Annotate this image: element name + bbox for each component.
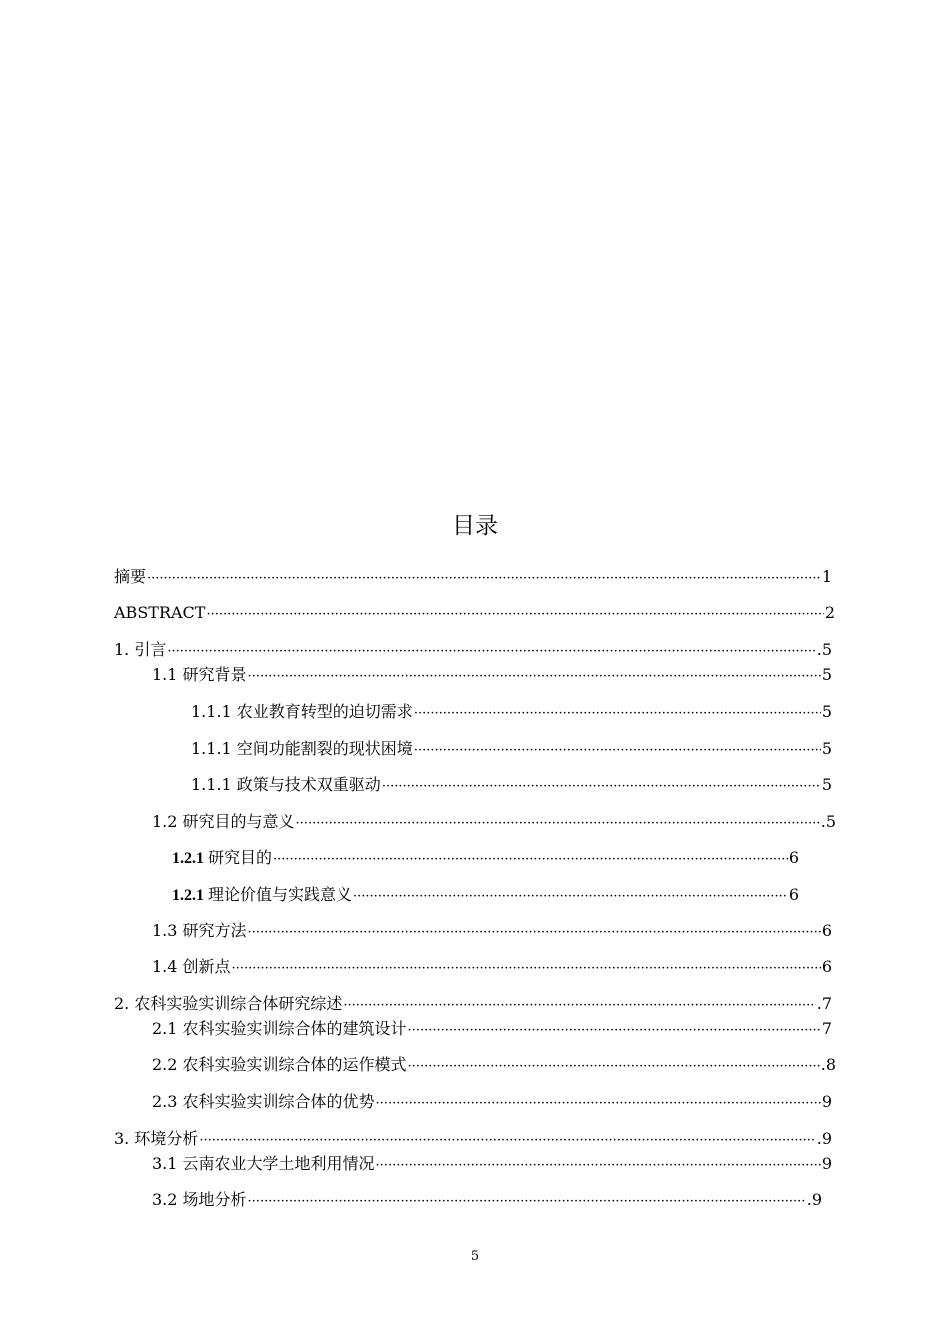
toc-entry-page: .5 bbox=[816, 640, 832, 659]
toc-entry-label: 1.1.1 空间功能割裂的现状困境 bbox=[191, 739, 413, 758]
dot-leader bbox=[414, 702, 821, 726]
dot-leader bbox=[167, 640, 815, 664]
toc-entry-abstract-en[interactable] bbox=[114, 601, 835, 625]
dot-leader bbox=[232, 957, 821, 981]
toc-entry-page: 9 bbox=[821, 1154, 832, 1173]
toc-entry-label: 3.2 场地分析 bbox=[152, 1190, 247, 1209]
toc-entry-2-2[interactable] bbox=[152, 1053, 836, 1077]
dot-leader bbox=[147, 567, 821, 591]
dot-leader bbox=[199, 1129, 815, 1153]
toc-entry-number: 1.2.1 bbox=[172, 850, 208, 867]
page-number: 5 bbox=[470, 1249, 480, 1264]
toc-entry-1-4[interactable] bbox=[152, 955, 832, 979]
dot-leader bbox=[382, 775, 821, 799]
toc-entry-1-3[interactable] bbox=[152, 919, 832, 943]
toc-entry-page: 6 bbox=[821, 957, 832, 976]
dot-leader bbox=[414, 739, 821, 763]
toc-entry-page: 5 bbox=[821, 665, 832, 684]
toc-entry-label bbox=[172, 883, 352, 908]
toc-entry-chapter-3[interactable] bbox=[114, 1127, 832, 1151]
toc-entry-label: 3. 环境分析 bbox=[114, 1129, 199, 1148]
toc-entry-chapter-2[interactable] bbox=[114, 992, 832, 1016]
dot-leader bbox=[206, 603, 823, 627]
toc-entry-page: 6 bbox=[821, 921, 832, 940]
toc-entry-page: 5 bbox=[821, 739, 832, 758]
toc-entry-1-1[interactable] bbox=[152, 663, 832, 687]
toc-entry-3-2[interactable] bbox=[152, 1188, 822, 1212]
dot-leader bbox=[343, 994, 815, 1018]
dot-leader bbox=[408, 1055, 820, 1079]
toc-entry-page: .7 bbox=[816, 994, 832, 1013]
toc-entry-1-1-1-c[interactable] bbox=[191, 773, 832, 797]
toc-entry-1-1-1-b[interactable] bbox=[191, 737, 832, 761]
dot-leader bbox=[353, 885, 788, 909]
toc-entry-label: 3.1 云南农业大学土地利用情况 bbox=[152, 1154, 375, 1173]
toc-entry-label: 1.2 研究目的与意义 bbox=[152, 812, 295, 831]
dot-leader bbox=[273, 848, 788, 872]
toc-entry-text: 理论价值与实践意义 bbox=[208, 885, 353, 904]
dot-leader bbox=[248, 665, 821, 689]
dot-leader bbox=[376, 1092, 821, 1116]
toc-title: 目录 bbox=[452, 513, 498, 539]
toc-entry-page: .9 bbox=[806, 1190, 822, 1209]
toc-entry-label: 2.2 农科实验实训综合体的运作模式 bbox=[152, 1055, 407, 1074]
toc-entry-page: .8 bbox=[820, 1055, 836, 1074]
toc-entry-label: 2.1 农科实验实训综合体的建筑设计 bbox=[152, 1019, 407, 1038]
toc-entry-page: 1 bbox=[821, 567, 832, 586]
toc-entry-2-3[interactable] bbox=[152, 1090, 832, 1114]
toc-entry-page: 5 bbox=[821, 702, 832, 721]
toc-entry-number: 1.2.1 bbox=[172, 887, 208, 904]
toc-entry-page: .9 bbox=[816, 1129, 832, 1148]
toc-entry-1-2-1-a[interactable] bbox=[172, 846, 799, 870]
toc-entry-label: 1.1.1 政策与技术双重驱动 bbox=[191, 775, 381, 794]
toc-entry-page: 9 bbox=[821, 1092, 832, 1111]
toc-entry-3-1[interactable] bbox=[152, 1152, 832, 1176]
dot-leader bbox=[408, 1019, 821, 1043]
toc-entry-label: 1.4 创新点 bbox=[152, 957, 231, 976]
dot-leader bbox=[376, 1154, 821, 1178]
toc-entry-label: 1. 引言 bbox=[114, 640, 167, 659]
toc-entry-1-2[interactable] bbox=[152, 810, 836, 834]
toc-entry-label: 1.1.1 农业教育转型的迫切需求 bbox=[191, 702, 413, 721]
toc-entry-label: ABSTRACT bbox=[114, 603, 206, 622]
toc-entry-text: 研究目的 bbox=[208, 848, 273, 867]
toc-entry-abstract-cn[interactable] bbox=[114, 565, 832, 589]
toc-entry-chapter-1[interactable] bbox=[114, 638, 832, 662]
toc-entry-page: 2 bbox=[824, 603, 835, 622]
toc-entry-page: .5 bbox=[820, 812, 836, 831]
toc-entry-label: 1.1 研究背景 bbox=[152, 665, 247, 684]
toc-entry-1-1-1-a[interactable] bbox=[191, 700, 832, 724]
dot-leader bbox=[248, 921, 821, 945]
toc-entry-2-1[interactable] bbox=[152, 1017, 832, 1041]
toc-entry-label: 2. 农科实验实训综合体研究综述 bbox=[114, 994, 343, 1013]
toc-entry-label: 1.3 研究方法 bbox=[152, 921, 247, 940]
toc-entry-page: 6 bbox=[788, 848, 799, 867]
toc-entry-label: 摘要 bbox=[114, 567, 147, 586]
toc-entry-page: 6 bbox=[788, 885, 799, 904]
dot-leader bbox=[248, 1190, 806, 1214]
toc-entry-page: 7 bbox=[821, 1019, 832, 1038]
toc-entry-label: 2.3 农科实验实训综合体的优势 bbox=[152, 1092, 375, 1111]
toc-entry-1-2-1-b[interactable] bbox=[172, 883, 799, 907]
toc-entry-label bbox=[172, 846, 272, 871]
dot-leader bbox=[296, 812, 820, 836]
toc-entry-page: 5 bbox=[821, 775, 832, 794]
